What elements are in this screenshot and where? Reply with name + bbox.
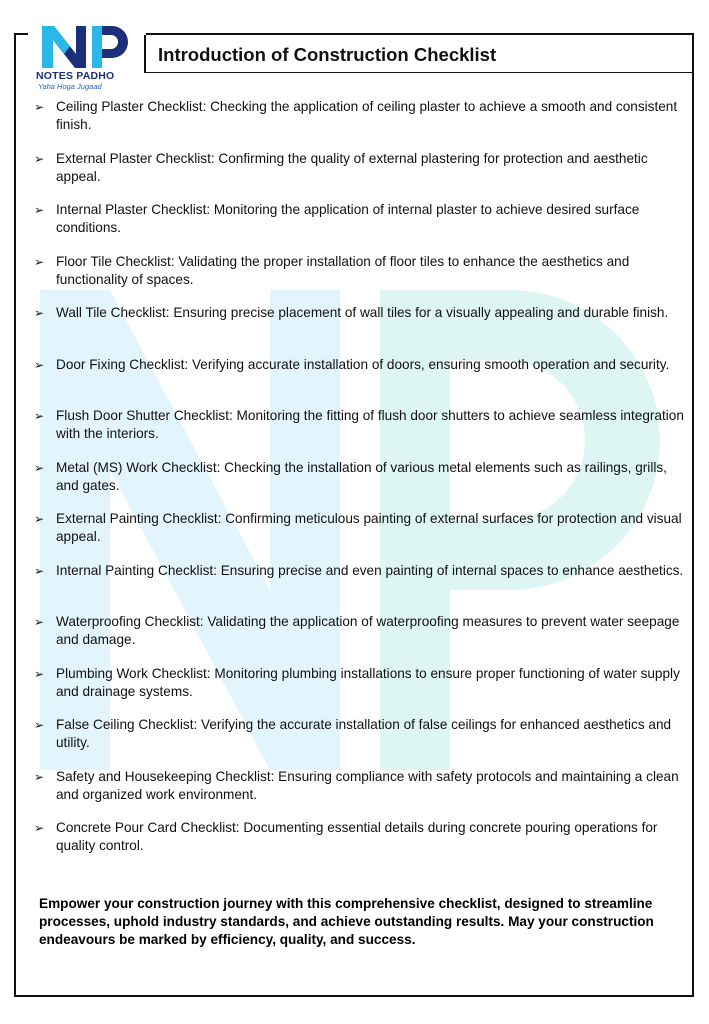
list-item xyxy=(34,150,686,202)
np-logo-icon xyxy=(42,20,134,68)
arrow-bullet-icon: ➢ xyxy=(34,203,45,217)
list-item-text: Metal (MS) Work Checklist: Checking the installation of various metal elements such as railings, grills, and gates. xyxy=(56,459,667,493)
list-item-text: Floor Tile Checklist: Validating the proper installation of floor tiles to enhance the aesthetics and functionality of spaces. xyxy=(56,253,630,287)
list-item xyxy=(34,768,686,820)
arrow-bullet-icon: ➢ xyxy=(34,615,45,629)
arrow-bullet-icon: ➢ xyxy=(34,306,45,320)
closing-statement: Empower your construction journey with this comprehensive checklist, designed to streamline processes, uphold industry standards, and achieve outstanding results. May your construction endeavours be marked by efficiency, quality, and success. xyxy=(39,896,654,947)
arrow-bullet-icon: ➢ xyxy=(34,821,45,835)
arrow-bullet-icon: ➢ xyxy=(34,460,45,475)
checklist xyxy=(34,98,686,871)
list-item xyxy=(34,716,686,768)
list-item xyxy=(34,510,686,562)
list-item-text: Plumbing Work Checklist: Monitoring plumbing installations to ensure proper functioning of water supply and drainage systems. xyxy=(56,665,680,699)
list-item xyxy=(34,253,686,305)
list-item xyxy=(34,562,686,614)
list-item-text: Ceiling Plaster Checklist: Checking the application of ceiling plaster to achieve a smooth and consistent finish. xyxy=(56,99,678,132)
list-item xyxy=(34,459,686,511)
arrow-bullet-icon: ➢ xyxy=(34,769,45,784)
arrow-bullet-icon: ➢ xyxy=(34,100,45,114)
arrow-bullet-icon: ➢ xyxy=(34,409,45,423)
title-box xyxy=(144,35,694,73)
arrow-bullet-icon: ➢ xyxy=(34,666,45,681)
list-item-text: Door Fixing Checklist: Verifying accurate installation of doors, ensuring smooth operation and security. xyxy=(56,356,670,372)
list-item-text: Safety and Housekeeping Checklist: Ensuring compliance with safety protocols and maintaining a clean and organized work environment. xyxy=(56,768,679,802)
list-item-text: External Painting Checklist: Confirming meticulous painting of external surfaces for protection and visual appeal. xyxy=(56,511,682,544)
list-item-text: Internal Painting Checklist: Ensuring precise and even painting of internal spaces to enhance aesthetics. xyxy=(56,562,684,578)
list-item-text: False Ceiling Checklist: Verifying the accurate installation of false ceilings for enhanced aesthetics and utility. xyxy=(56,717,672,750)
list-item xyxy=(34,98,686,150)
list-item xyxy=(34,819,686,871)
list-item xyxy=(34,304,686,356)
list-item xyxy=(34,407,686,459)
list-item-text: External Plaster Checklist: Confirming the quality of external plastering for protection and aesthetic appeal. xyxy=(56,150,648,184)
list-item xyxy=(34,356,686,408)
list-item xyxy=(34,613,686,665)
arrow-bullet-icon: ➢ xyxy=(34,718,45,732)
site-logo[interactable] xyxy=(34,20,144,92)
list-item-text: Concrete Pour Card Checklist: Documenting essential details during concrete pouring operations for quality control. xyxy=(56,820,658,853)
list-item-text: Wall Tile Checklist: Ensuring precise placement of wall tiles for a visually appealing and durable finish. xyxy=(56,305,669,320)
arrow-bullet-icon: ➢ xyxy=(34,563,45,578)
logo-name: NOTES PADHO xyxy=(36,70,115,82)
list-item-text: Waterproofing Checklist: Validating the application of waterproofing measures to prevent water seepage and damage. xyxy=(56,614,680,647)
page-title: Introduction of Construction Checklist xyxy=(158,44,497,65)
list-item xyxy=(34,201,686,253)
logo-tagline: Yaha Hoga Jugaad xyxy=(38,82,102,91)
arrow-bullet-icon: ➢ xyxy=(34,254,45,269)
arrow-bullet-icon: ➢ xyxy=(34,512,45,526)
list-item-text: Flush Door Shutter Checklist: Monitoring the fitting of flush door shutters to achieve seamless integration with the interiors. xyxy=(56,408,684,441)
list-item-text: Internal Plaster Checklist: Monitoring the application of internal plaster to achieve desired surface conditions. xyxy=(56,202,640,235)
list-item xyxy=(34,665,686,717)
arrow-bullet-icon: ➢ xyxy=(34,357,45,372)
arrow-bullet-icon: ➢ xyxy=(34,151,45,166)
